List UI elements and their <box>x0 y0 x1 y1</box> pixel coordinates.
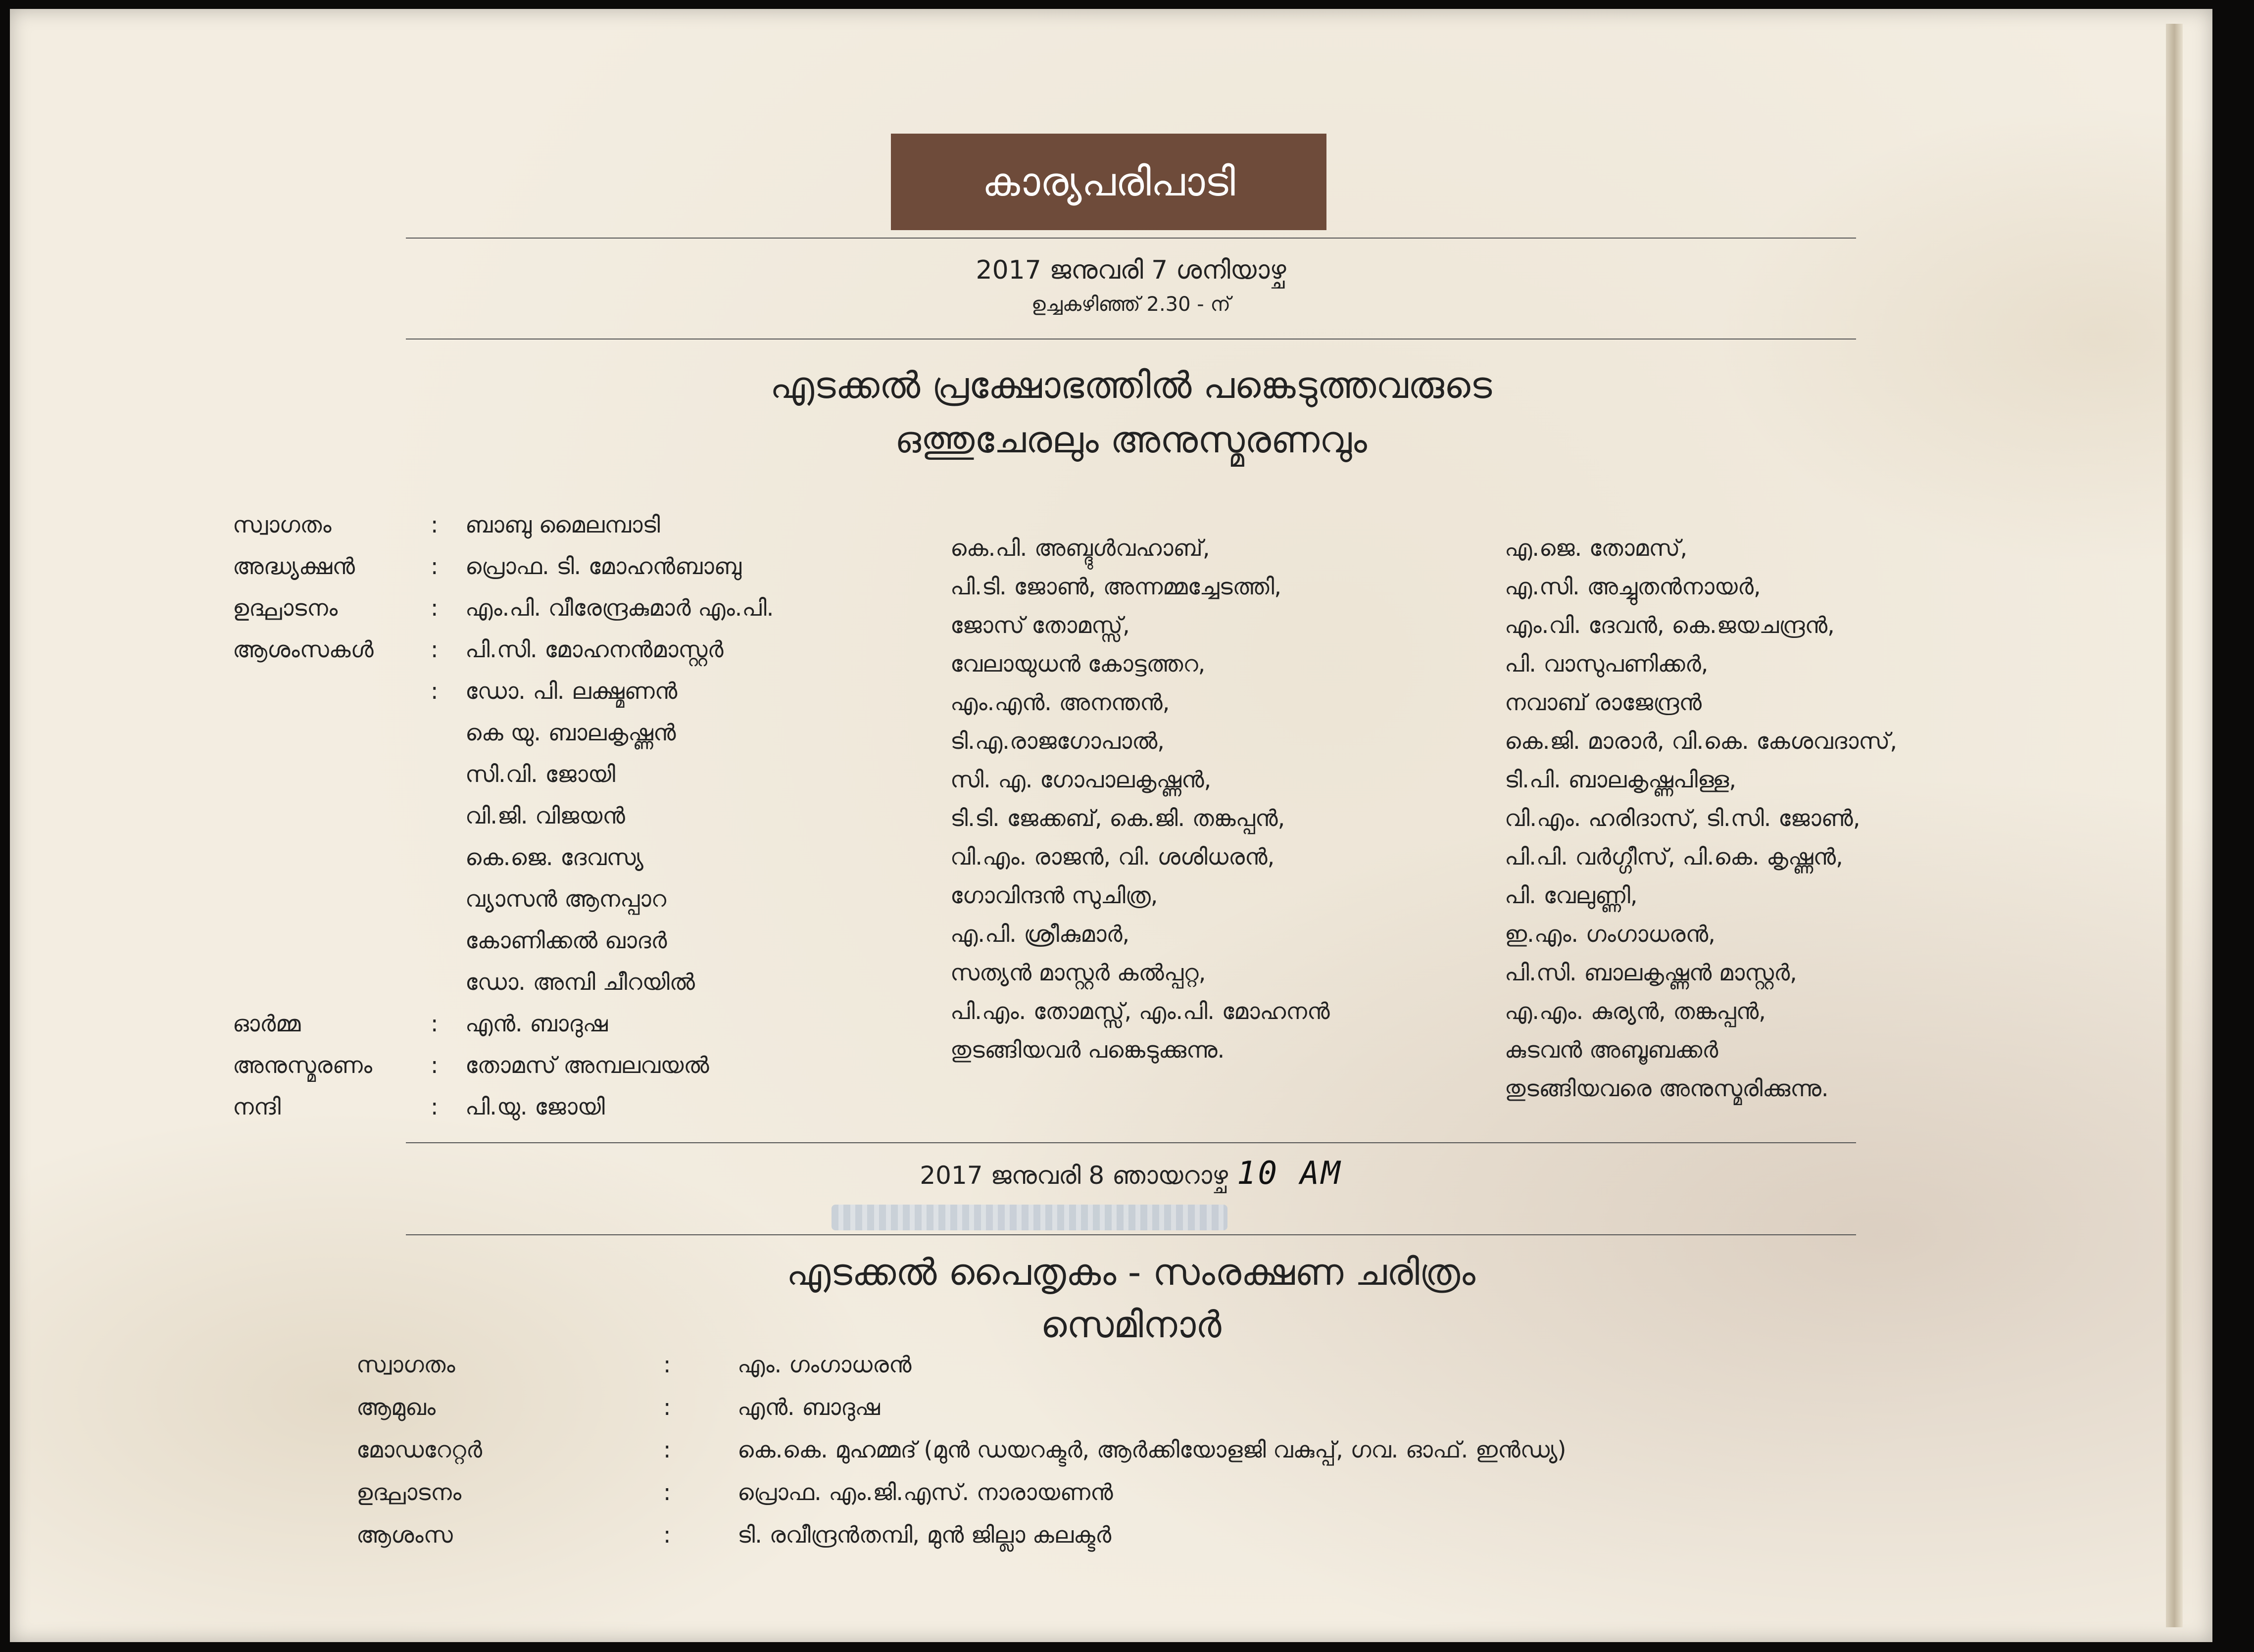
program-role: മോഡറേറ്റർ <box>356 1436 483 1463</box>
list-item: എം.വി. ദേവൻ, കെ.ജയചന്ദ്രൻ, <box>1505 612 1835 638</box>
day2-program <box>356 1343 1566 1556</box>
day1-heading-line2: ഒത്തുചേരലും അനുസ്മരണവും <box>895 419 1367 461</box>
day2-date-line <box>406 1155 1856 1192</box>
program-role: അനുസ്മരണം <box>233 1052 372 1078</box>
ink-smudge <box>832 1205 1227 1230</box>
program-role <box>233 961 431 1003</box>
program-colon: : <box>431 511 439 538</box>
program-colon <box>431 753 465 795</box>
list-item: ടി.പി. ബാലകൃഷ്ണപിള്ള, <box>1505 766 1736 793</box>
program-name: എം.പി. വീരേന്ദ്രകുമാർ എം.പി. <box>465 594 774 621</box>
program-name: പ്രൊഫ. എം.ജി.എസ്. നാരായണൻ <box>737 1479 1113 1506</box>
program-name: വ്യാസൻ ആനപ്പാറ <box>465 885 667 912</box>
list-item: തുടങ്ങിയവർ പങ്കെടുക്കുന്നു. <box>950 1036 1225 1063</box>
program-colon <box>431 795 465 836</box>
list-item: ഇ.എം. ഗംഗാധരൻ, <box>1505 921 1715 947</box>
program-row <box>356 1386 1566 1428</box>
list-item: പി.സി. ബാലകൃഷ്ണൻ മാസ്റ്റർ, <box>1505 959 1797 986</box>
programme-page <box>10 9 2212 1642</box>
list-item: ഗോവിന്ദൻ സുചിത്ര, <box>950 882 1158 909</box>
program-role <box>233 920 431 961</box>
list-item: ജോസ് തോമസ്സ്, <box>950 612 1130 638</box>
list-item: നവാബ് രാജേന്ദ്രൻ <box>1505 689 1702 716</box>
program-colon: : <box>431 1052 439 1078</box>
list-item: എം.എൻ. അനന്തൻ, <box>950 689 1170 716</box>
program-name: ടി. രവീന്ദ്രൻതമ്പി, മുൻ ജില്ലാ കലക്ടർ <box>737 1521 1112 1548</box>
program-row <box>233 712 774 753</box>
program-row <box>233 1003 774 1044</box>
program-role <box>233 670 431 712</box>
program-role: ആമുഖം <box>356 1394 436 1420</box>
list-item: പി. വാസുപണിക്കർ, <box>1505 650 1709 677</box>
program-name: എൻ. ബാദുഷ <box>465 1010 608 1037</box>
program-row <box>233 629 774 670</box>
program-name: കെ യു. ബാലകൃഷ്ണൻ <box>465 719 676 746</box>
divider <box>406 1234 1856 1235</box>
divider <box>406 339 1856 340</box>
program-name: പി.യു. ജോയി <box>465 1093 605 1120</box>
program-colon: : <box>431 678 439 704</box>
program-name: പ്രൊഫ. ടി. മോഹൻബാബു <box>465 553 742 580</box>
day1-time: ഉച്ചകഴിഞ്ഞ് 2.30 - ന് <box>1031 293 1231 316</box>
list-item: കുടവൻ അബൂബക്കർ <box>1505 1036 1718 1063</box>
program-role <box>233 795 431 836</box>
list-item: കെ.പി. അബ്ദുൾവഹാബ്, <box>950 534 1210 561</box>
list-item: പി.പി. വർഗ്ഗീസ്, പി.കെ. കൃഷ്ണൻ, <box>1505 843 1843 870</box>
program-colon <box>431 712 465 753</box>
list-item: വി.എം. രാജൻ, വി. ശശിധരൻ, <box>950 843 1275 870</box>
program-row <box>233 670 774 712</box>
program-name: കോണിക്കൽ ഖാദർ <box>465 927 667 954</box>
remembered-list <box>1505 529 1897 1108</box>
program-row <box>356 1471 1566 1513</box>
program-role: ആശംസ <box>356 1521 453 1548</box>
list-item: ടി.ടി. ജേക്കബ്, കെ.ജി. തങ്കപ്പൻ, <box>950 805 1285 831</box>
program-colon: : <box>663 1479 671 1506</box>
day1-date: 2017 ജനുവരി 7 ശനിയാഴ്ച <box>976 255 1286 285</box>
program-colon: : <box>663 1436 671 1463</box>
divider <box>406 1142 1856 1143</box>
program-name: പി.സി. മോഹനൻമാസ്റ്റർ <box>465 636 724 663</box>
program-colon: : <box>431 594 439 621</box>
program-row <box>356 1513 1566 1556</box>
list-item: എ.പി. ശ്രീകുമാർ, <box>950 921 1130 947</box>
list-item: കെ.ജി. മാരാർ, വി.കെ. കേശവദാസ്, <box>1505 728 1897 754</box>
list-item: വി.എം. ഹരിദാസ്, ടി.സി. ജോൺ, <box>1505 805 1861 831</box>
handwritten-time: 10 AM <box>1236 1155 1342 1192</box>
program-role: ആശംസകൾ <box>233 636 374 663</box>
program-row <box>233 753 774 795</box>
program-row <box>233 545 774 587</box>
program-name: ബാബു മൈലമ്പാടി <box>465 511 660 538</box>
program-row <box>233 920 774 961</box>
program-name: ഡോ. പി. ലക്ഷ്മണൻ <box>465 678 678 704</box>
program-role: ഉദ്ഘാടനം <box>233 594 338 621</box>
program-role: സ്വാഗതം <box>233 511 332 538</box>
program-colon: : <box>431 1093 439 1120</box>
program-row <box>233 587 774 629</box>
program-colon <box>431 961 465 1003</box>
list-item: വേലായുധൻ കോട്ടത്തറ, <box>950 650 1206 677</box>
program-colon <box>431 836 465 878</box>
program-row <box>356 1343 1566 1386</box>
program-colon: : <box>431 1010 439 1037</box>
list-item: ടി.എ.രാജഗോപാൽ, <box>950 728 1165 754</box>
list-item: പി.എം. തോമസ്സ്, എം.പി. മോഹനൻ <box>950 998 1330 1024</box>
program-name: എൻ. ബാദുഷ <box>737 1394 880 1420</box>
divider <box>406 238 1856 239</box>
program-role: ഓർമ്മ <box>233 1010 301 1037</box>
program-role: സ്വാഗതം <box>356 1351 455 1378</box>
program-role <box>233 753 431 795</box>
program-name: ഡോ. അമ്പി ചീറയിൽ <box>465 969 695 995</box>
program-colon: : <box>663 1351 671 1378</box>
program-role: ഉദ്ഘാടനം <box>356 1479 462 1506</box>
program-colon <box>431 878 465 920</box>
program-row <box>233 795 774 836</box>
program-name: എം. ഗംഗാധരൻ <box>737 1351 912 1378</box>
day2-date: 2017 ജനുവരി 8 ഞായറാഴ്ച <box>920 1161 1228 1190</box>
program-name: സി.വി. ജോയി <box>465 761 616 787</box>
list-item: എ.എം. കുര്യൻ, തങ്കപ്പൻ, <box>1505 998 1766 1024</box>
page-edge <box>2166 24 2183 1627</box>
day2-heading-line1: എടക്കൽ പൈതൃകം - സംരക്ഷണ ചരിത്രം <box>786 1251 1475 1294</box>
program-colon: : <box>663 1394 671 1420</box>
program-row <box>233 836 774 878</box>
program-name: കെ.ജെ. ദേവസ്യ <box>465 844 643 871</box>
program-row <box>233 1086 774 1127</box>
program-name: വി.ജി. വിജയൻ <box>465 802 625 829</box>
list-item: പി. വേലുണ്ണി, <box>1505 882 1638 909</box>
program-row <box>356 1428 1566 1471</box>
program-role <box>233 878 431 920</box>
program-role: അദ്ധ്യക്ഷൻ <box>233 553 355 580</box>
program-role: നന്ദി <box>233 1093 281 1120</box>
program-colon: : <box>431 636 439 663</box>
program-row <box>233 1044 774 1086</box>
program-role <box>233 712 431 753</box>
list-item: സി. എ. ഗോപാലകൃഷ്ണൻ, <box>950 766 1212 793</box>
list-item: എ.ജെ. തോമസ്, <box>1505 534 1688 561</box>
day1-program <box>233 504 774 1127</box>
list-item: തുടങ്ങിയവരെ അനുസ്മരിക്കുന്നു. <box>1505 1075 1829 1102</box>
day2-heading-line2: സെമിനാർ <box>1040 1304 1222 1346</box>
program-row <box>233 961 774 1003</box>
program-role <box>233 836 431 878</box>
program-colon <box>431 920 465 961</box>
page-title: കാര്യപരിപാടി <box>891 134 1326 230</box>
program-row <box>233 878 774 920</box>
day1-heading-line1: എടക്കൽ പ്രക്ഷോഭത്തിൽ പങ്കെടുത്തവരുടെ <box>770 364 1492 407</box>
list-item: പി.ടി. ജോൺ, അന്നമ്മച്ചേടത്തി, <box>950 573 1281 600</box>
participants-list <box>950 529 1330 1069</box>
program-name: കെ.കെ. മുഹമ്മദ് (മുൻ ഡയറക്ടർ, ആർക്കിയോളജി വകുപ്പ്, ഗവ. ഓഫ്. ഇൻഡ്യ) <box>737 1436 1567 1463</box>
program-colon: : <box>663 1521 671 1548</box>
list-item: എ.സി. അച്ചുതൻനായർ, <box>1505 573 1761 600</box>
program-name: തോമസ് അമ്പലവയൽ <box>465 1052 709 1078</box>
list-item: സത്യൻ മാസ്റ്റർ കൽപ്പറ്റ, <box>950 959 1206 986</box>
program-colon: : <box>431 553 439 580</box>
program-row <box>233 504 774 545</box>
